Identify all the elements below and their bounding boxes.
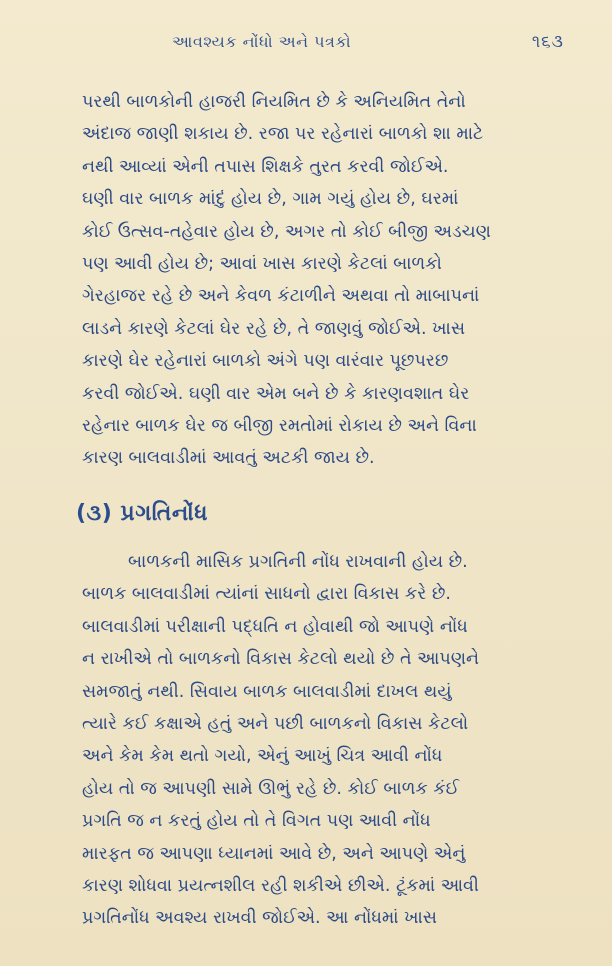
text-line: પરથી બાળકોની હાજરી નિયમિત છે કે અનિયમિત તેનો — [82, 92, 466, 112]
text-line: કોઈ ઉત્સવ-તહેવાર હોય છે, અગર તો કોઈ બીજી અડચણ — [82, 221, 491, 242]
text-line: કારણ શોધવા પ્રયત્નશીલ રહી શકીએ છીએ. ટૂંકમાં આવી — [82, 875, 479, 896]
text-line: કારણે ઘેર રહેનારાં બાળકો અંગે પણ વારંવાર પૂછપરછ — [82, 351, 449, 372]
text-line: ગેરહાજર રહે છે અને કેવળ કંટાળીને અથવા તો માબાપનાં — [82, 286, 480, 307]
text-line: કારણ બાલવાડીમાં આવતું અટકી જાય છે. — [82, 448, 375, 469]
text-line: નથી આવ્યાં એની તપાસ શિક્ષકે તુરત કરવી જોઈએ. — [82, 156, 449, 177]
text-line: રહેનાર બાળક ઘેર જ બીજી રમતોમાં રોકાય છે અને વિના — [82, 416, 477, 437]
text-line: હોય તો જ આપણી સામે ઊભું રહે છે. કોઈ બાળક કંઈ — [82, 778, 460, 799]
text-line: ત્યારે કઈ કક્ષાએ હતું અને પછી બાળકનો વિકાસ કેટલો — [82, 713, 469, 734]
text-line: ઘણી વાર બાળક માંદું હોય છે, ગામ ગયું હોય છે, ઘરમાં — [82, 189, 459, 210]
text-line: બાળકની માસિક પ્રગતિની નોંધ રાખવાની હોય છે. — [128, 551, 468, 572]
text-line: બાળક બાલવાડીમાં ત્યાંનાં સાધનો દ્વારા વિકાસ કરે છે. — [82, 584, 451, 605]
text-line: મારફત જ આપણા ધ્યાનમાં આવે છે, અને આપણે એનું — [82, 843, 466, 864]
text-line: પ્રગતિ જ ન કરતું હોય તો તે વિગત પણ આવી નોંધ — [82, 811, 431, 832]
running-title: આવશ્યક નોંધો અને પત્રકો — [172, 32, 352, 51]
running-header — [82, 30, 568, 64]
text-line: કરવી જોઈએ. ઘણી વાર એમ બને છે કે કારણવશાત ઘેર — [82, 383, 470, 404]
text-line: પ્રગતિનોંધ અવશ્ય રાખવી જોઈએ. આ નોંધમાં ખાસ — [82, 908, 437, 929]
text-line: અને કેમ કેમ થતો ગયો, એનું આખું ચિત્ર આવી નોંધ — [82, 746, 443, 767]
text-line: સમજાતું નથી. સિવાય બાળક બાલવાડીમાં દાખલ થયું — [82, 681, 452, 702]
page-number: ૧૬૩ — [531, 32, 564, 52]
text-line: બાલવાડીમાં પરીક્ષાની પદ્ધતિ ન હોવાથી જો આપણે નોંધ — [82, 616, 468, 637]
text-line: પણ આવી હોય છે; આવાં ખાસ કારણે કેટલાં બાળકો — [82, 254, 442, 275]
paragraph-progress-note — [82, 546, 568, 935]
paragraph-attendance — [82, 86, 568, 475]
text-line: લાડને કારણે કેટલાં ઘેર રહે છે, તે જાણવું જોઈએ. ખાસ — [82, 318, 465, 339]
text-line: ન રાખીએ તો બાળકનો વિકાસ કેટલો થયો છે તે આપણને — [82, 649, 480, 670]
section-heading: (૩) પ્રગતિનોંધ — [76, 500, 208, 526]
text-line: અંદાજ જાણી શકાય છે. રજા પર રહેનારાં બાળકો શા માટે — [82, 124, 484, 145]
